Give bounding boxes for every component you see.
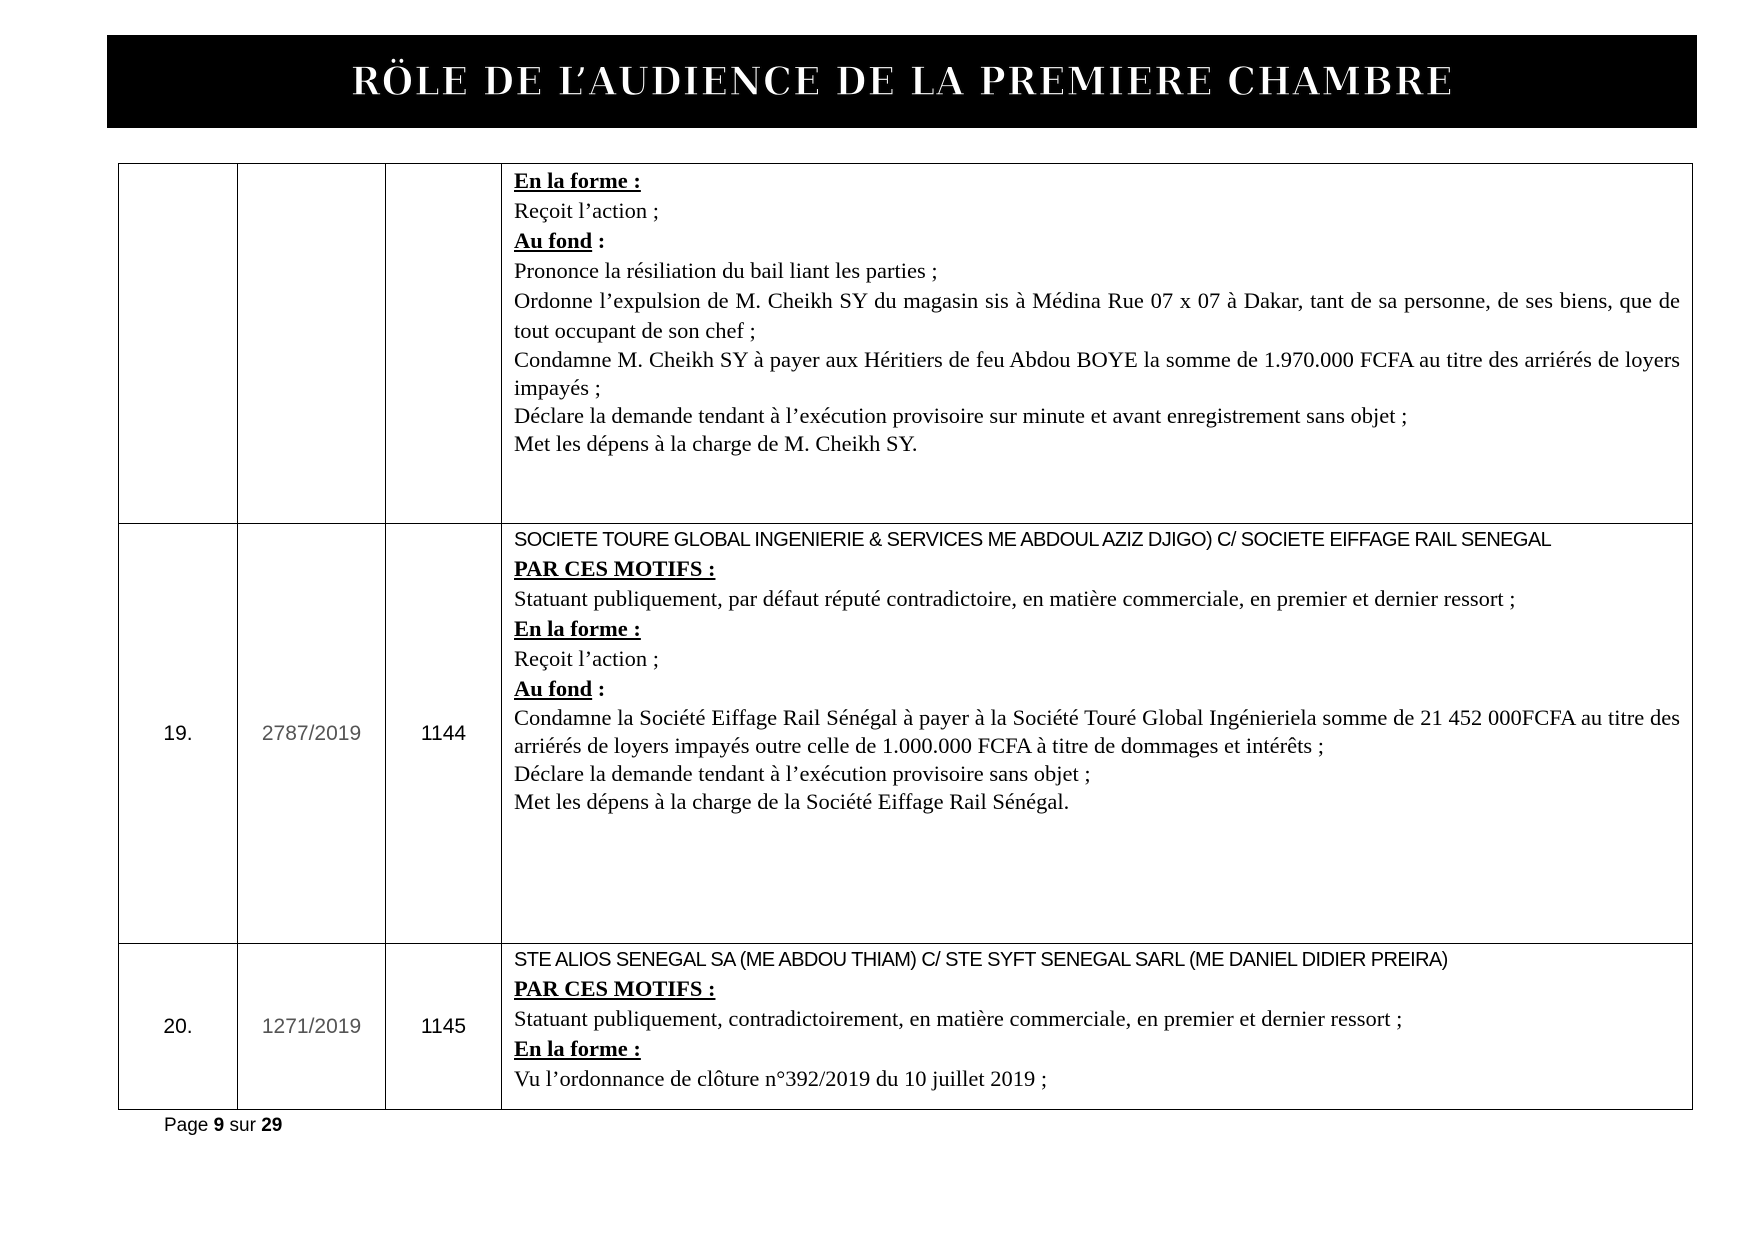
section-heading: En la forme : (514, 1036, 641, 1061)
case-decision (502, 524, 1693, 944)
footer-middle: sur (224, 1115, 262, 1136)
decision-line: Reçoit l’action ; (514, 646, 659, 671)
case-number: 20. (119, 944, 238, 1110)
case-id (386, 164, 502, 524)
heading-colon: : (592, 676, 606, 701)
case-id: 1145 (386, 944, 502, 1110)
section-heading: Au fond (514, 228, 593, 253)
decision-line: Prononce la résiliation du bail liant les parties ; (514, 258, 938, 283)
decision-line: Reçoit l’action ; (514, 198, 659, 223)
decision-line: Met les dépens à la charge de la Société Eiffage Rail Sénégal. (514, 789, 1070, 814)
case-rg-number (238, 164, 386, 524)
decision-line: Ordonne l’expulsion de M. Cheikh SY du magasin sis à Médina Rue 07 x 07 à Dakar, tant de sa personne, de ses biens, que de tout occupant de son chef ; (514, 288, 1680, 343)
case-number (119, 164, 238, 524)
section-heading: Au fond (514, 676, 593, 701)
footer-prefix: Page (164, 1115, 214, 1136)
case-rg-number: 1271/2019 (238, 944, 386, 1110)
case-id: 1144 (386, 524, 502, 944)
decision-line: Statuant publiquement, contradictoirement, en matière commerciale, en premier et dernier ressort ; (514, 1006, 1403, 1031)
case-decision (502, 944, 1693, 1110)
header-band (107, 35, 1697, 128)
section-heading: PAR CES MOTIFS : (514, 556, 716, 581)
table-row (119, 944, 1693, 1110)
decision-line: Met les dépens à la charge de M. Cheikh SY. (514, 431, 918, 456)
decision-line: Condamne M. Cheikh SY à payer aux Héritiers de feu Abdou BOYE la somme de 1.970.000 FCFA au titre des arriérés de loyers impayés ; (514, 347, 1680, 400)
heading-colon: : (592, 228, 606, 253)
section-heading: En la forme : (514, 616, 641, 641)
decision-line: Vu l’ordonnance de clôture n°392/2019 du 10 juillet 2019 ; (514, 1066, 1048, 1091)
case-decision (502, 164, 1693, 524)
case-number: 19. (119, 524, 238, 944)
page-footer (164, 1115, 282, 1137)
table-row (119, 524, 1693, 944)
case-rg-number: 2787/2019 (238, 524, 386, 944)
page-title: RÖLE DE L’AUDIENCE DE LA PREMIERE CHAMBRE (350, 58, 1454, 105)
hearing-roll-table (118, 163, 1693, 1110)
case-parties: SOCIETE TOURE GLOBAL INGENIERIE & SERVICES ME ABDOUL AZIZ DJIGO) C/ SOCIETE EIFFAGE RAIL SENEGAL (514, 529, 1552, 551)
section-heading: PAR CES MOTIFS : (514, 976, 716, 1001)
decision-line: Déclare la demande tendant à l’exécution provisoire sur minute et avant enregistrement sans objet ; (514, 403, 1408, 428)
decision-line: Statuant publiquement, par défaut réputé contradictoire, en matière commerciale, en premier et dernier ressort ; (514, 586, 1516, 611)
total-pages: 29 (261, 1115, 283, 1136)
current-page: 9 (213, 1115, 225, 1136)
case-parties: STE ALIOS SENEGAL SA (ME ABDOU THIAM) C/ STE SYFT SENEGAL SARL (ME DANIEL DIDIER PREIRA) (514, 949, 1448, 971)
table-row (119, 164, 1693, 524)
decision-line: Condamne la Société Eiffage Rail Sénégal à payer à la Société Touré Global Ingénieriela somme de 21 452 000FCFA au titre des arriérés de loyers impayés outre celle de 1.000.000 FCFA à titre de dommages et intérêts ; (514, 705, 1680, 758)
section-heading: En la forme : (514, 168, 641, 193)
decision-line: Déclare la demande tendant à l’exécution provisoire sans objet ; (514, 761, 1091, 786)
